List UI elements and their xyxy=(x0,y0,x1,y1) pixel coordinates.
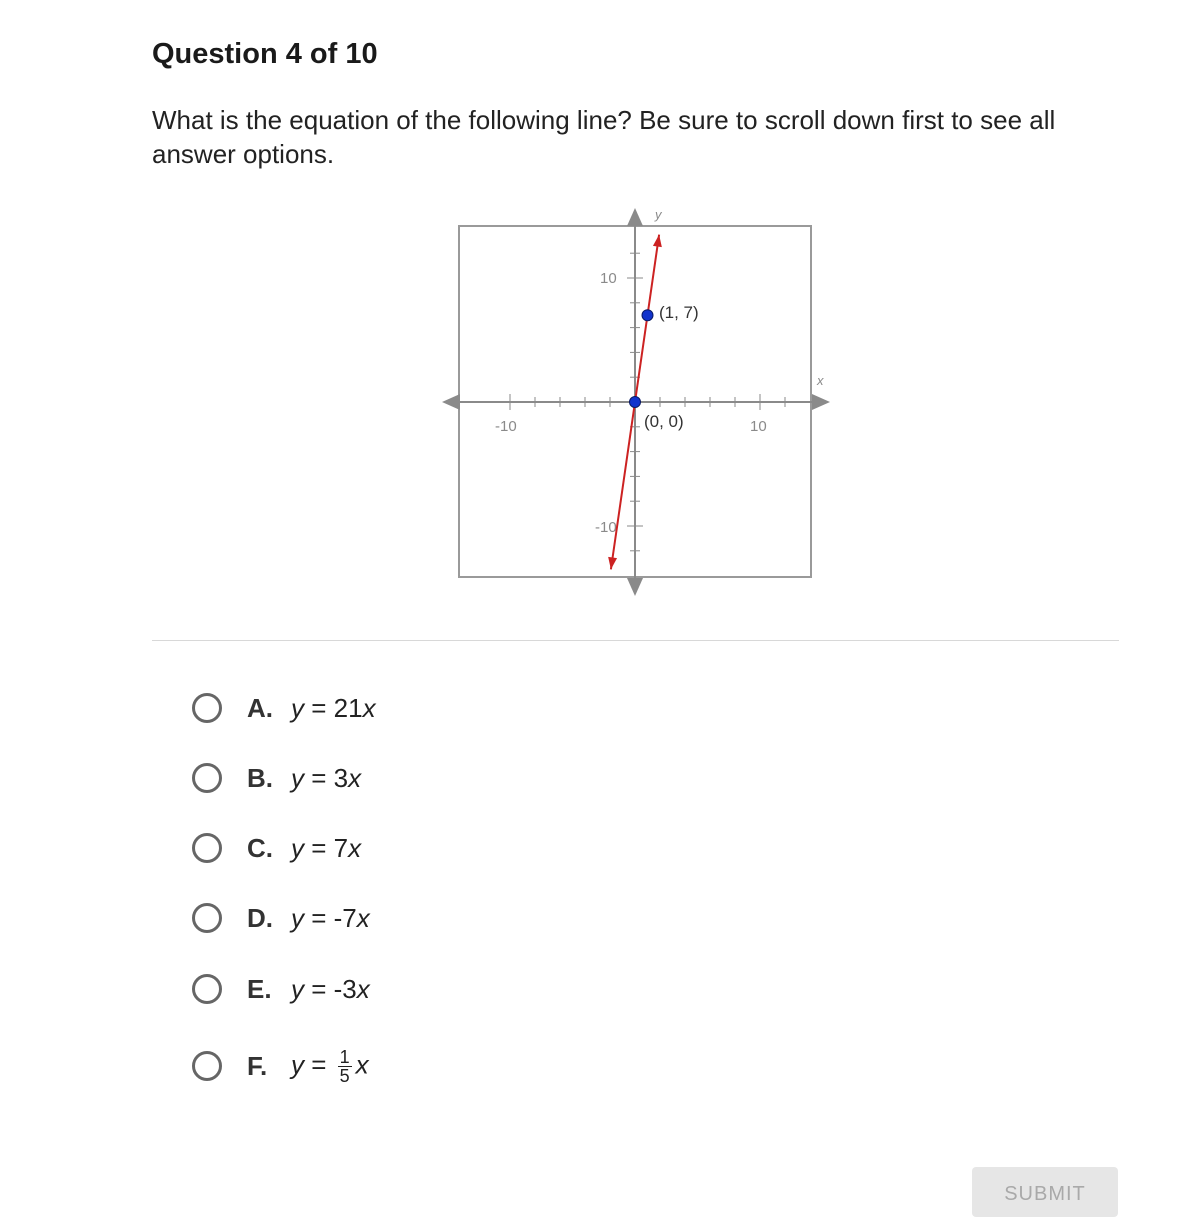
point-origin xyxy=(630,397,641,408)
x-tick-label-neg10: -10 xyxy=(495,418,517,435)
submit-button[interactable]: SUBMIT xyxy=(972,1167,1118,1217)
y-axis-label: y xyxy=(655,207,662,222)
option-equation: y = 3x xyxy=(291,762,362,793)
point-label-origin: (0, 0) xyxy=(644,412,684,431)
option-e[interactable] xyxy=(192,969,592,1009)
divider xyxy=(152,640,1119,641)
option-f[interactable] xyxy=(192,1046,592,1086)
x-axis-right-arrow-icon xyxy=(812,394,830,410)
option-letter: C. xyxy=(247,832,273,863)
option-letter: D. xyxy=(247,902,273,933)
radio-icon[interactable] xyxy=(192,974,222,1004)
radio-icon[interactable] xyxy=(192,693,222,723)
question-text: What is the equation of the following line? Be sure to scroll down first to see all answer options. xyxy=(152,105,1056,169)
option-equation: y = 21x xyxy=(291,692,376,723)
fraction: $\frac{1}{5}$ xyxy=(339,1046,350,1086)
y-axis-down-arrow-icon xyxy=(627,578,643,596)
x-tick-label-10: 10 xyxy=(750,418,767,435)
y-tick-label-10: 10 xyxy=(600,270,617,287)
radio-icon[interactable] xyxy=(192,1051,222,1081)
radio-icon[interactable] xyxy=(192,903,222,933)
option-equation: y = $\frac{1}{5}$ x xyxy=(291,1046,369,1086)
question-header: Question 4 of 10 xyxy=(152,38,378,70)
option-b[interactable] xyxy=(192,758,592,798)
radio-icon[interactable] xyxy=(192,833,222,863)
point-1-7 xyxy=(642,310,653,321)
coordinate-graph xyxy=(440,200,840,600)
y-axis-up-arrow-icon xyxy=(627,208,643,226)
option-a[interactable] xyxy=(192,688,592,728)
graph-svg xyxy=(440,200,840,600)
option-equation: y = -7x xyxy=(291,902,370,933)
option-equation: y = 7x xyxy=(291,832,362,863)
point-label-1-7: (1, 7) xyxy=(659,303,699,322)
option-letter: B. xyxy=(247,762,273,793)
y-tick-label-neg10: -10 xyxy=(595,519,617,536)
option-c[interactable] xyxy=(192,828,592,868)
x-axis-label: x xyxy=(817,373,824,388)
x-axis-left-arrow-icon xyxy=(442,394,460,410)
radio-icon[interactable] xyxy=(192,763,222,793)
option-letter: F. xyxy=(247,1050,268,1081)
option-letter: E. xyxy=(247,973,272,1004)
option-equation: y = -3x xyxy=(291,973,370,1004)
option-letter: A. xyxy=(247,692,273,723)
option-d[interactable] xyxy=(192,898,592,938)
